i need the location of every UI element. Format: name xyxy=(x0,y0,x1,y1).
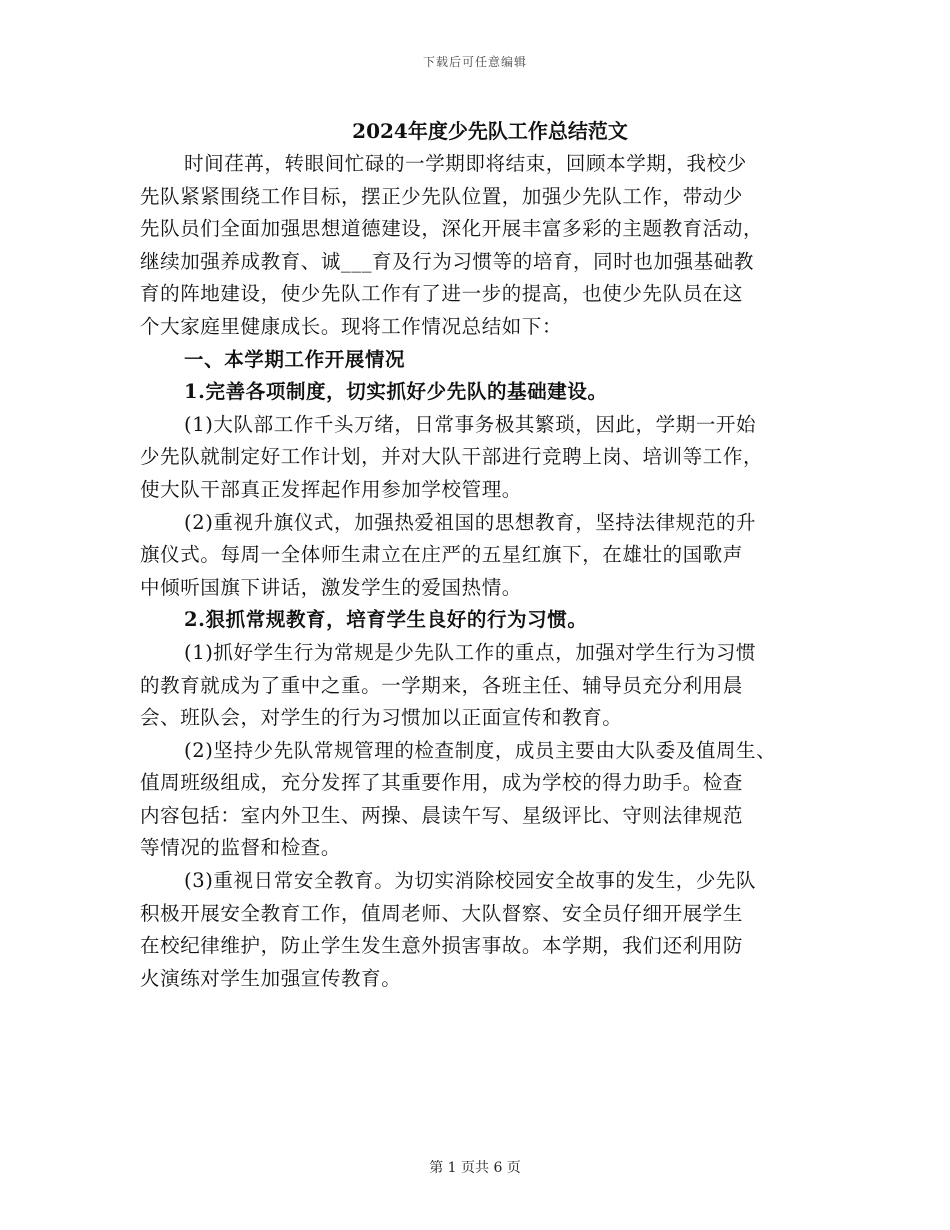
paragraph-2-2 xyxy=(140,735,820,865)
section-heading-text: 一、本学期工作开展情况 xyxy=(184,347,406,371)
paragraph-line: 会、班队会，对学生的行为习惯加以正面宣传和教育。 xyxy=(140,706,623,730)
paragraph-line: 的教育就成为了重中之重。一学期来，各班主任、辅导员充分利用晨 xyxy=(140,673,744,697)
paragraph-line: (3)重视日常安全教育。为切实消除校园安全故事的发生，少先队 xyxy=(184,869,757,893)
paragraph-1-1 xyxy=(140,409,820,507)
paragraph-line: 中倾听国旗下讲话，激发学生的爱国热情。 xyxy=(140,575,522,599)
document-body xyxy=(140,114,820,995)
page-header: 下载后可任意编辑 xyxy=(422,55,527,69)
paragraph-line: 时间荏苒，转眼间忙碌的一学期即将结束，回顾本学期，我校少 xyxy=(184,152,747,175)
paragraph-line: 积极开展安全教育工作，值周老师、大队督察、安全员仔细开展学生 xyxy=(140,901,744,925)
paragraph-line: 个大家庭里健康成长。现将工作情况总结如下： xyxy=(140,314,563,338)
paragraph-line: 育的阵地建设，使少先队工作有了进一步的提高，也使少先队员在这 xyxy=(140,282,744,306)
document-title: 2024年度少先队工作总结范文 xyxy=(352,119,628,143)
paragraph-line: 少先队就制定好工作计划，并对大队干部进行竞聘上岗、培训等工作， xyxy=(140,445,764,469)
intro-paragraph xyxy=(140,148,820,344)
paragraph-line: 值周班级组成，充分发挥了其重要作用，成为学校的得力助手。检查 xyxy=(140,771,744,795)
paragraph-line: 等情况的监督和检查。 xyxy=(140,836,342,860)
paragraph-line: 火演练对学生加强宣传教育。 xyxy=(140,966,402,990)
paragraph-line: 先队紧紧围绕工作目标，摆正少先队位置，加强少先队工作，带动少 xyxy=(140,184,744,208)
paragraph-2-3 xyxy=(140,865,820,995)
paragraph-line: 内容包括：室内外卫生、两操、晨读午写、星级评比、守则法律规范 xyxy=(140,803,744,827)
paragraph-line: (1)抓好学生行为常规是少先队工作的重点，加强对学生行为习惯 xyxy=(184,640,757,664)
paragraph-line: 旗仪式。每周一全体师生肃立在庄严的五星红旗下，在雄壮的国歌声 xyxy=(140,543,744,567)
paragraph-line: (2)坚持少先队常规管理的检查制度，成员主要由大队委及值周生、 xyxy=(184,738,777,762)
subsection-heading-text: 1.完善各项制度，切实抓好少先队的基础建设。 xyxy=(184,380,608,404)
section-heading xyxy=(140,344,820,377)
paragraph-1-2 xyxy=(140,507,820,605)
paragraph-line: 在校纪律维护，防止学生发生意外损害事故。本学期，我们还利用防 xyxy=(140,934,744,958)
page-footer: 第 1 页共 6 页 xyxy=(429,1160,521,1176)
paragraph-2-1 xyxy=(140,637,820,735)
subsection-heading-text: 2.狠抓常规教育，培育学生良好的行为习惯。 xyxy=(184,608,588,632)
paragraph-line: 使大队干部真正发挥起作用参加学校管理。 xyxy=(140,477,522,501)
subsection-heading-1 xyxy=(140,376,820,409)
subsection-heading-2 xyxy=(140,604,820,637)
paragraph-line: 先队员们全面加强思想道德建设，深化开展丰富多彩的主题教育活动， xyxy=(140,217,764,241)
paragraph-line: (1)大队部工作千头万绪，日常事务极其繁琐，因此，学期一开始 xyxy=(184,412,757,436)
paragraph-line: (2)重视升旗仪式，加强热爱祖国的思想教育，坚持法律规范的升 xyxy=(184,510,757,534)
paragraph-line: 继续加强养成教育、诚___育及行为习惯等的培育，同时也加强基础教 xyxy=(140,249,754,273)
